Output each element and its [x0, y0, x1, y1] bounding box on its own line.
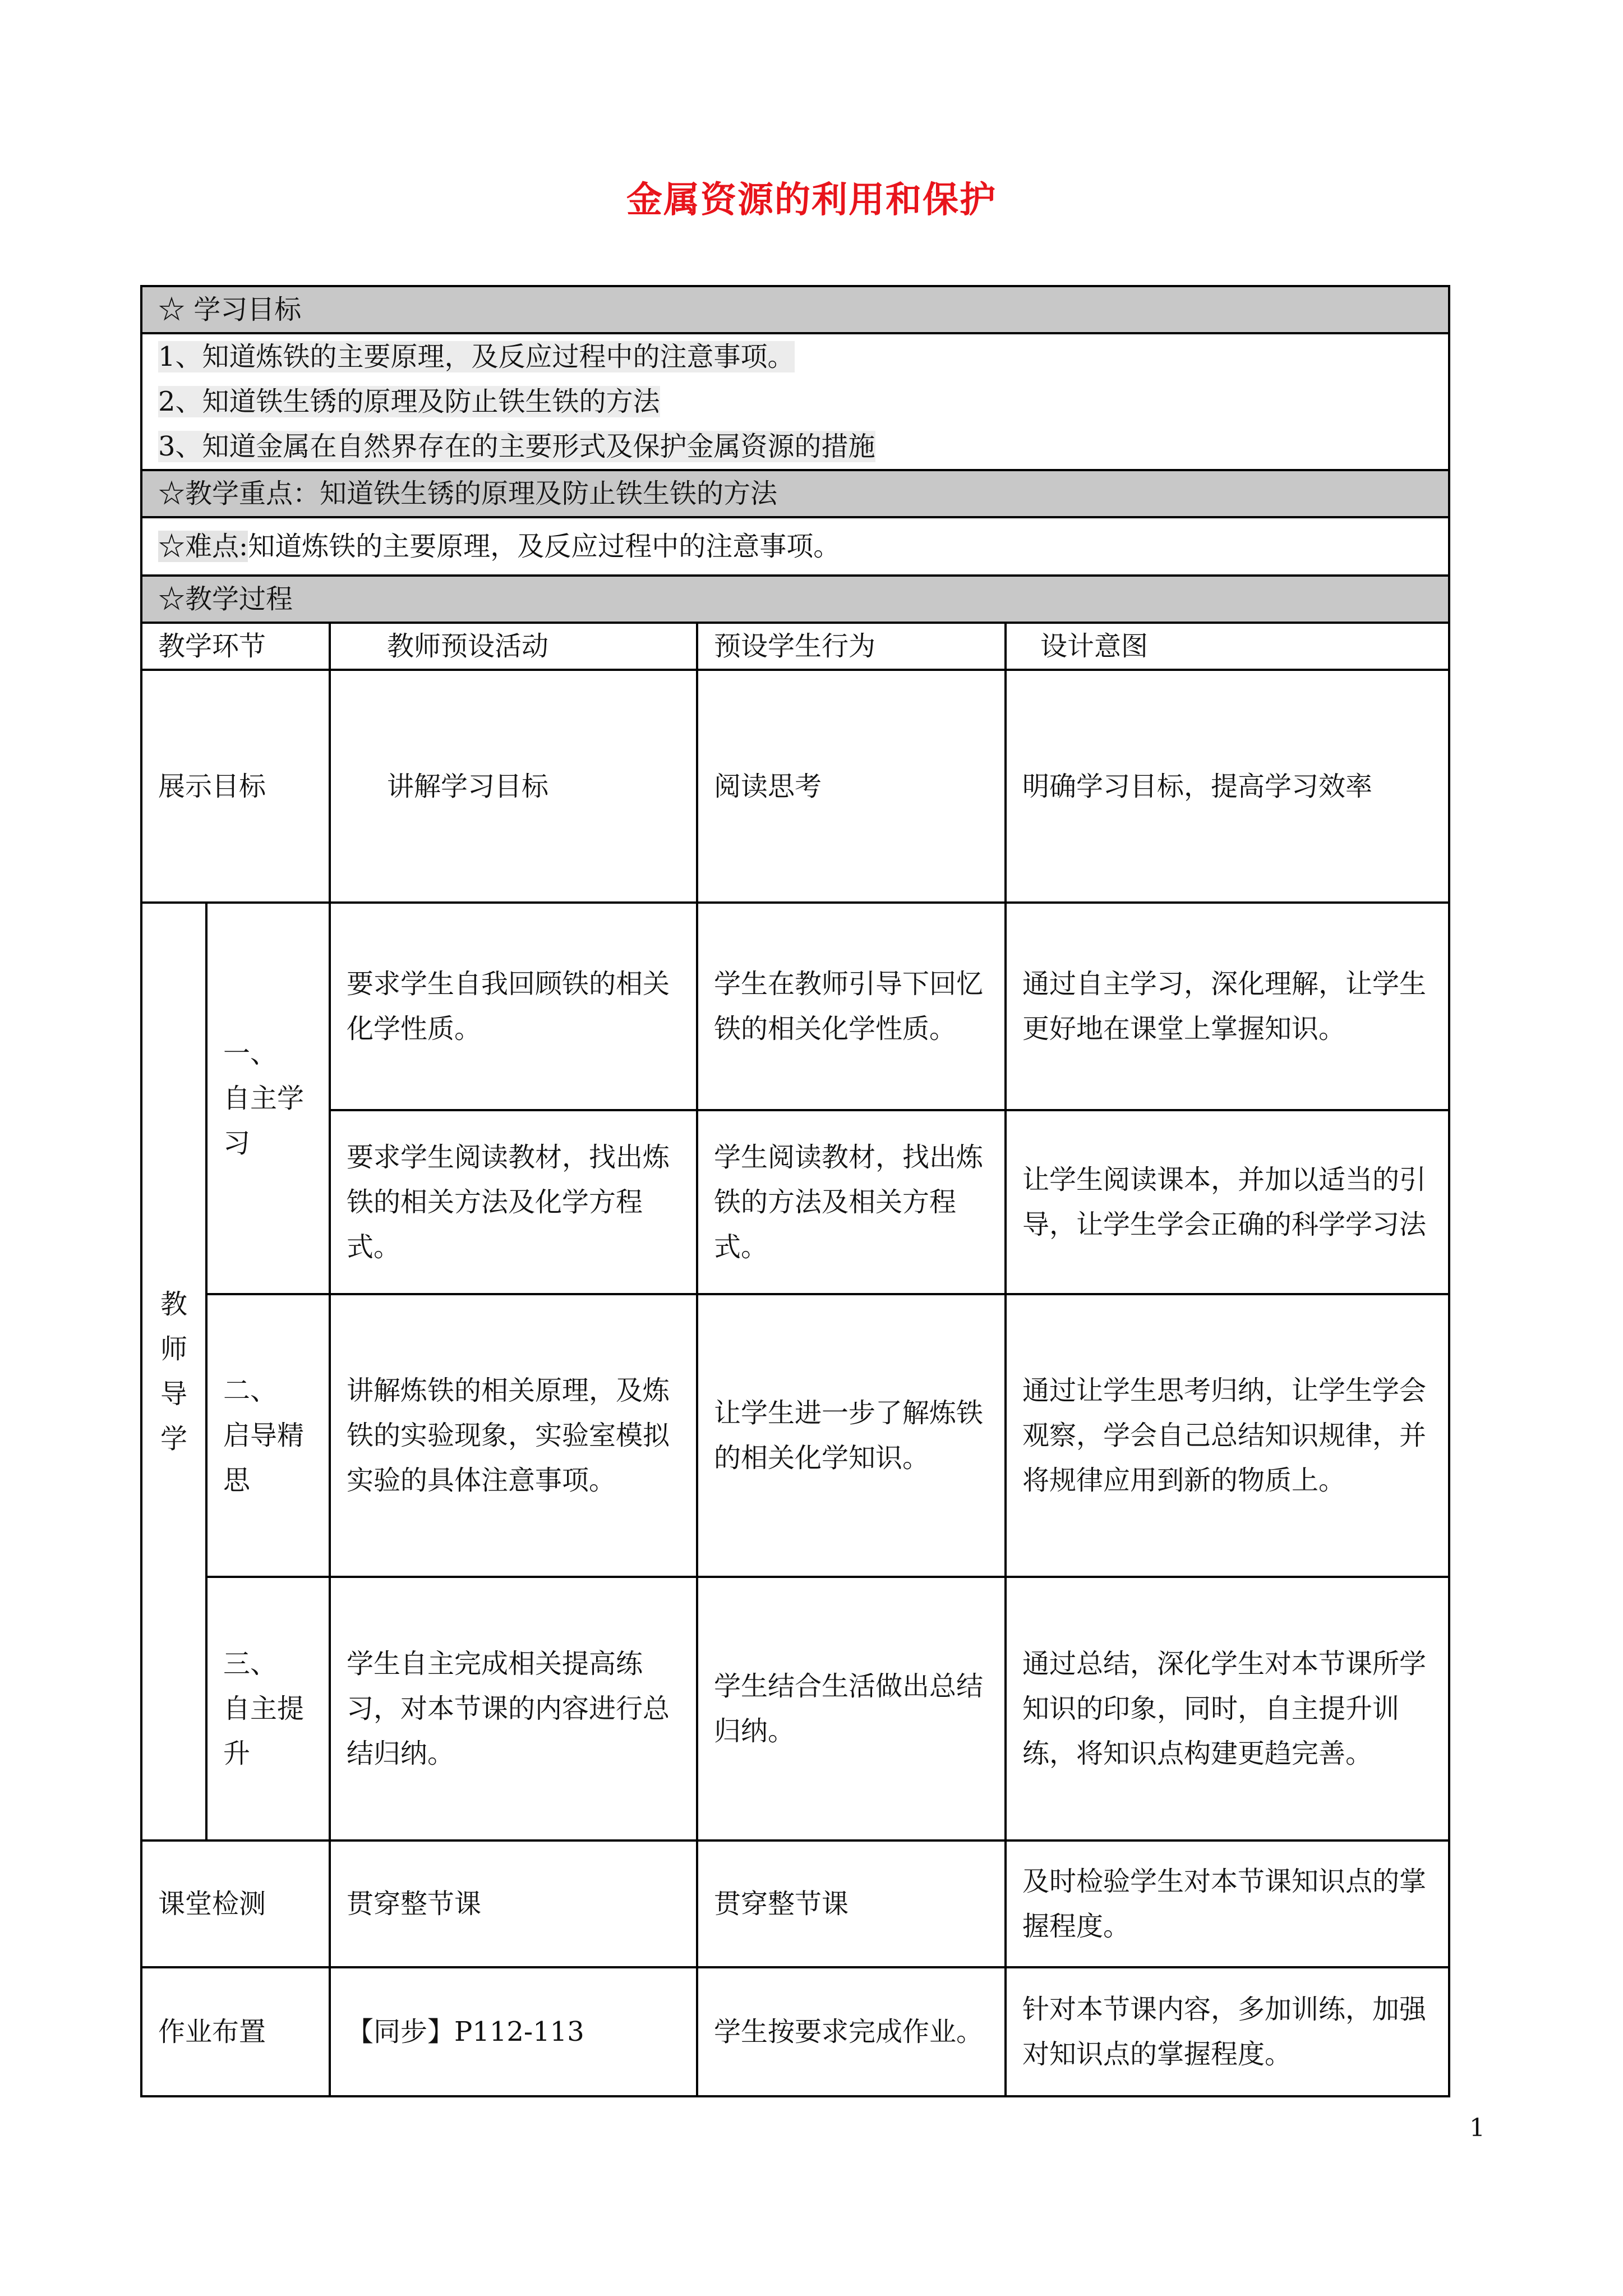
stage-line: 升	[223, 1738, 251, 1769]
page-number: 1	[1469, 2114, 1485, 2142]
intent-cell: 通过让学生思考归纳，让学生学会观察，学会自己总结知识规律，并将规律应用到新的物质上。	[1006, 1294, 1449, 1577]
objectives-header: ☆ 学习目标	[141, 286, 1449, 333]
teacher-cell: 要求学生自我回顾铁的相关化学性质。	[330, 903, 697, 1110]
teacher-cell: 学生自主完成相关提高练习，对本节课的内容进行总结归纳。	[330, 1577, 697, 1841]
intent-cell: 通过自主学习，深化理解，让学生更好地在课堂上掌握知识。	[1006, 903, 1449, 1110]
difficulty-text: 知道炼铁的主要原理，及反应过程中的注意事项。	[248, 531, 841, 562]
intent-cell: 明确学习目标，提高学习效率	[1006, 670, 1449, 903]
guide-char: 师	[160, 1333, 187, 1365]
table-row	[141, 903, 1449, 1110]
stage-cell: 课堂检测	[141, 1841, 330, 1967]
teacher-cell: 贯穿整节课	[330, 1841, 697, 1967]
stage-cell: 作业布置	[141, 1967, 330, 2096]
stage-inspire	[206, 1294, 330, 1577]
objective-item: 3、知道金属在自然界存在的主要形式及保护金属资源的措施	[158, 431, 875, 462]
stage-line: 习	[223, 1128, 251, 1159]
process-header-row	[141, 576, 1449, 623]
guide-label	[141, 903, 206, 1841]
table-row	[141, 1967, 1449, 2096]
teacher-cell: 要求学生阅读教材，找出炼铁的相关方法及化学方程式。	[330, 1110, 697, 1294]
stage-cell: 展示目标	[141, 670, 330, 903]
teacher-cell: 【同步】P112-113	[330, 1967, 697, 2096]
student-cell: 学生按要求完成作业。	[697, 1967, 1006, 2096]
stage-line: 启导精	[223, 1420, 305, 1451]
key-point-label: ☆教学重点：	[158, 478, 320, 509]
table-row	[141, 1294, 1449, 1577]
document-title: 金属资源的利用和保护	[626, 180, 997, 221]
guide-char: 教	[160, 1289, 187, 1320]
difficulty-cell	[141, 517, 1449, 576]
intent-cell: 及时检验学生对本节课知识点的掌握程度。	[1006, 1841, 1449, 1967]
col-header-student: 预设学生行为	[697, 623, 1006, 670]
teacher-cell: 讲解学习目标	[330, 670, 697, 903]
student-cell: 让学生进一步了解炼铁的相关化学知识。	[697, 1294, 1006, 1577]
student-cell: 学生结合生活做出总结归纳。	[697, 1577, 1006, 1841]
difficulty-label: ☆难点:	[158, 531, 248, 562]
objectives-cell	[141, 333, 1449, 470]
teacher-cell: 讲解炼铁的相关原理，及炼铁的实验现象，实验室模拟实验的具体注意事项。	[330, 1294, 697, 1577]
col-header-stage: 教学环节	[141, 623, 330, 670]
stage-line: 思	[223, 1465, 251, 1496]
key-point-row	[141, 470, 1449, 517]
objectives-row	[141, 333, 1449, 470]
intent-cell: 针对本节课内容，多加训练，加强对知识点的掌握程度。	[1006, 1967, 1449, 2096]
student-cell: 贯穿整节课	[697, 1841, 1006, 1967]
stage-line: 一、	[223, 1038, 278, 1069]
table-row	[141, 1841, 1449, 1967]
stage-line: 二、	[223, 1375, 278, 1406]
process-header: ☆教学过程	[141, 576, 1449, 623]
student-cell: 学生在教师引导下回忆铁的相关化学性质。	[697, 903, 1006, 1110]
lesson-plan-table	[140, 285, 1450, 2097]
intent-cell: 让学生阅读课本，并加以适当的引导，让学生学会正确的科学学习法	[1006, 1110, 1449, 1294]
intent-cell: 通过总结，深化学生对本节课所学知识的印象，同时，自主提升训练，将知识点构建更趋完善。	[1006, 1577, 1449, 1841]
guide-char: 学	[160, 1423, 187, 1455]
stage-line: 自主提	[223, 1693, 305, 1724]
objective-item: 1、知道炼铁的主要原理，及反应过程中的注意事项。	[158, 341, 795, 372]
table-row	[141, 670, 1449, 903]
table-row	[141, 1110, 1449, 1294]
column-header-row	[141, 623, 1449, 670]
objective-item: 2、知道铁生锈的原理及防止铁生铁的方法	[158, 386, 660, 417]
col-header-intent: 设计意图	[1006, 623, 1449, 670]
key-point-cell	[141, 470, 1449, 517]
difficulty-row	[141, 517, 1449, 576]
table-row	[141, 1577, 1449, 1841]
key-point-text: 知道铁生锈的原理及防止铁生铁的方法	[320, 478, 778, 509]
stage-improve	[206, 1577, 330, 1841]
student-cell: 阅读思考	[697, 670, 1006, 903]
student-cell: 学生阅读教材，找出炼铁的方法及相关方程式。	[697, 1110, 1006, 1294]
col-header-teacher: 教师预设活动	[330, 623, 697, 670]
objectives-header-row	[141, 286, 1449, 333]
guide-char: 导	[160, 1378, 187, 1410]
stage-line: 自主学	[223, 1083, 305, 1114]
stage-self-study	[206, 903, 330, 1294]
stage-line: 三、	[223, 1648, 278, 1680]
